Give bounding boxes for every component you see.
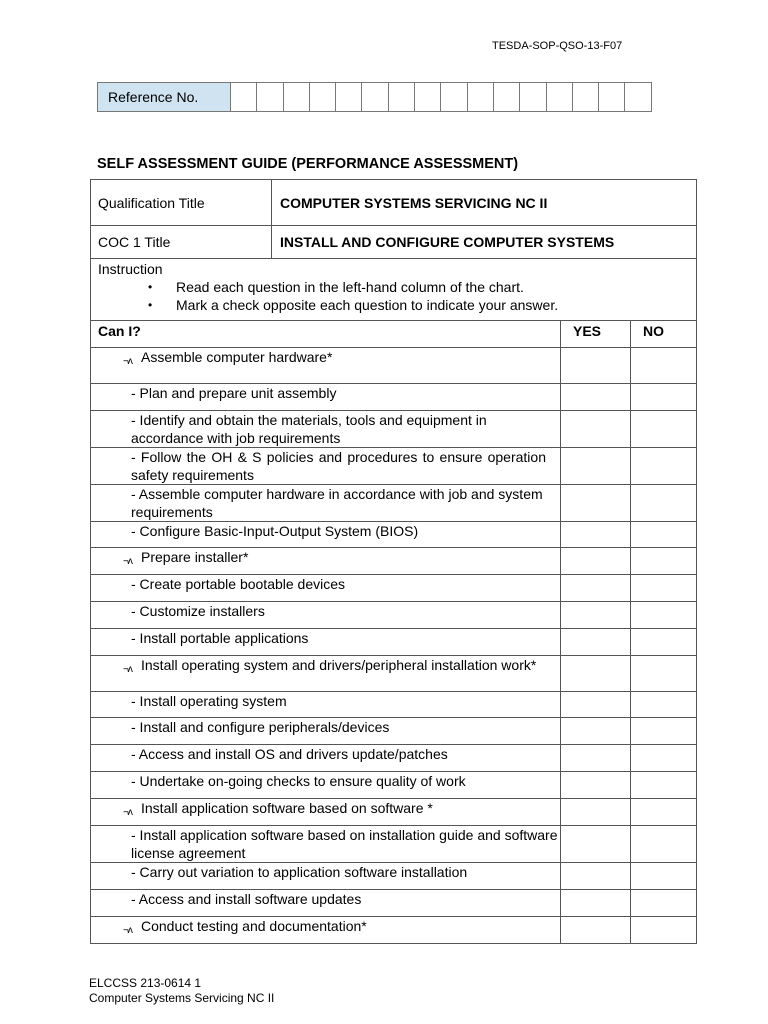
question-text: Prepare installer*	[141, 549, 249, 565]
question-text: - Configure Basic-Input-Output System (BIOS)	[131, 523, 419, 539]
qualification-value: COMPUTER SYSTEMS SERVICING NC II	[272, 180, 697, 226]
question-text: - Install and configure peripherals/devices	[131, 719, 390, 735]
table-row	[91, 745, 697, 772]
reference-number-box[interactable]	[625, 83, 651, 112]
instruction-label: Instruction	[98, 261, 163, 277]
reference-number-box[interactable]	[441, 83, 467, 112]
no-checkbox-cell[interactable]	[631, 745, 697, 772]
table-row	[91, 348, 697, 384]
instruction-list	[98, 278, 696, 314]
table-row	[91, 448, 697, 485]
table-row	[91, 826, 697, 863]
no-checkbox-cell[interactable]	[631, 718, 697, 745]
question-text: - Install application software based on installation guide and software license agreement	[131, 827, 558, 861]
footer-qualification: Computer Systems Servicing NC II	[89, 991, 275, 1005]
reference-number-box[interactable]	[388, 83, 414, 112]
yes-checkbox-cell[interactable]	[561, 890, 631, 917]
coc-label: COC 1 Title	[91, 226, 272, 259]
sub-question	[91, 575, 561, 602]
table-row	[91, 772, 697, 799]
bullet-icon: •	[148, 280, 153, 294]
question-text: Assemble computer hardware*	[141, 349, 333, 365]
page-footer	[89, 976, 274, 1006]
yes-checkbox-cell[interactable]	[561, 522, 631, 548]
table-row	[91, 411, 697, 448]
yes-checkbox-cell[interactable]	[561, 772, 631, 799]
yes-checkbox-cell[interactable]	[561, 656, 631, 692]
competency-question	[91, 656, 561, 692]
no-checkbox-cell[interactable]	[631, 772, 697, 799]
checkmark-symbol-icon: ¬ʌ	[123, 807, 132, 818]
reference-number-box[interactable]	[572, 83, 598, 112]
sub-question	[91, 745, 561, 772]
reference-number-box[interactable]	[283, 83, 309, 112]
no-checkbox-cell[interactable]	[631, 656, 697, 692]
no-column-header: NO	[631, 321, 697, 348]
qualification-label: Qualification Title	[91, 180, 272, 226]
no-checkbox-cell[interactable]	[631, 863, 697, 890]
competency-question	[91, 348, 561, 384]
checkmark-symbol-icon: ¬ʌ	[123, 664, 132, 675]
table-row	[91, 548, 697, 575]
coc-value: INSTALL AND CONFIGURE COMPUTER SYSTEMS	[272, 226, 697, 259]
question-text: - Customize installers	[131, 603, 265, 619]
table-row	[91, 656, 697, 692]
no-checkbox-cell[interactable]	[631, 384, 697, 411]
sub-question	[91, 629, 561, 656]
table-row	[91, 799, 697, 826]
yes-checkbox-cell[interactable]	[561, 575, 631, 602]
checkmark-symbol-icon: ¬ʌ	[123, 556, 132, 567]
instruction-item: • Mark a check opposite each question to indicate your answer.	[148, 297, 559, 313]
bullet-icon: •	[148, 298, 153, 312]
table-row	[91, 629, 697, 656]
reference-number-box[interactable]	[336, 83, 362, 112]
question-text: Conduct testing and documentation*	[141, 918, 367, 934]
reference-number-label: Reference No.	[98, 83, 231, 112]
sub-question	[91, 772, 561, 799]
question-text: - Follow the OH & S policies and procedures to ensure operation safety requirements	[131, 449, 546, 483]
table-row	[91, 485, 697, 522]
table-row	[91, 522, 697, 548]
no-checkbox-cell[interactable]	[631, 799, 697, 826]
table-row	[91, 384, 697, 411]
yes-checkbox-cell[interactable]	[561, 718, 631, 745]
yes-checkbox-cell[interactable]	[561, 745, 631, 772]
yes-checkbox-cell[interactable]	[561, 348, 631, 384]
question-text: - Undertake on-going checks to ensure quality of work	[131, 773, 466, 789]
reference-number-box[interactable]	[546, 83, 572, 112]
yes-checkbox-cell[interactable]	[561, 917, 631, 944]
no-checkbox-cell[interactable]	[631, 485, 697, 522]
yes-checkbox-cell[interactable]	[561, 548, 631, 575]
sub-question	[91, 718, 561, 745]
sub-question	[91, 826, 561, 863]
no-checkbox-cell[interactable]	[631, 602, 697, 629]
yes-checkbox-cell[interactable]	[561, 602, 631, 629]
no-checkbox-cell[interactable]	[631, 348, 697, 384]
footer-code: ELCCSS 213-0614 1	[89, 976, 202, 990]
no-checkbox-cell[interactable]	[631, 548, 697, 575]
question-text: Install application software based on software *	[141, 800, 433, 816]
no-checkbox-cell[interactable]	[631, 890, 697, 917]
no-checkbox-cell[interactable]	[631, 575, 697, 602]
table-row	[91, 917, 697, 944]
reference-number-box[interactable]	[257, 83, 283, 112]
yes-checkbox-cell[interactable]	[561, 799, 631, 826]
question-text: - Access and install OS and drivers update/patches	[131, 746, 448, 762]
competency-question	[91, 799, 561, 826]
sub-question	[91, 448, 561, 485]
reference-number-box[interactable]	[309, 83, 335, 112]
yes-checkbox-cell[interactable]	[561, 863, 631, 890]
yes-checkbox-cell[interactable]	[561, 629, 631, 656]
table-row	[91, 692, 697, 718]
table-row	[91, 602, 697, 629]
no-checkbox-cell[interactable]	[631, 522, 697, 548]
question-text: - Install portable applications	[131, 630, 309, 646]
document-code: TESDA-SOP-QSO-13-F07	[492, 40, 623, 52]
competency-question	[91, 917, 561, 944]
yes-checkbox-cell[interactable]	[561, 384, 631, 411]
no-checkbox-cell[interactable]	[631, 411, 697, 448]
reference-number-box[interactable]	[493, 83, 519, 112]
question-text: - Create portable bootable devices	[131, 576, 346, 592]
reference-number-box[interactable]	[362, 83, 388, 112]
no-checkbox-cell[interactable]	[631, 629, 697, 656]
yes-column-header: YES	[561, 321, 631, 348]
table-row	[91, 890, 697, 917]
sub-question	[91, 411, 561, 448]
sub-question	[91, 522, 561, 548]
question-text: - Carry out variation to application software installation	[131, 864, 468, 880]
question-text: Install operating system and drivers/peripheral installation work*	[141, 657, 537, 673]
yes-checkbox-cell[interactable]	[561, 411, 631, 448]
yes-checkbox-cell[interactable]	[561, 448, 631, 485]
checkmark-symbol-icon: ¬ʌ	[123, 925, 132, 936]
table-row	[91, 863, 697, 890]
assessment-table	[90, 179, 697, 944]
competency-question	[91, 548, 561, 575]
sub-question	[91, 692, 561, 718]
question-text: - Access and install software updates	[131, 891, 362, 907]
page-title: SELF ASSESSMENT GUIDE (PERFORMANCE ASSESSMENT)	[97, 156, 519, 172]
reference-number-box[interactable]	[599, 83, 625, 112]
reference-number-box[interactable]	[415, 83, 441, 112]
question-text: - Install operating system	[131, 693, 287, 709]
instruction-cell	[91, 259, 697, 321]
reference-number-box[interactable]	[520, 83, 546, 112]
question-text: - Assemble computer hardware in accordance with job and system requirements	[131, 486, 543, 520]
reference-number-table	[97, 82, 652, 112]
sub-question	[91, 863, 561, 890]
no-checkbox-cell[interactable]	[631, 692, 697, 718]
yes-checkbox-cell[interactable]	[561, 692, 631, 718]
reference-number-box[interactable]	[467, 83, 493, 112]
no-checkbox-cell[interactable]	[631, 826, 697, 863]
sub-question	[91, 890, 561, 917]
question-column-header: Can I?	[91, 321, 561, 348]
instruction-item: • Read each question in the left-hand column of the chart.	[148, 279, 524, 295]
sub-question	[91, 602, 561, 629]
sub-question	[91, 384, 561, 411]
yes-checkbox-cell[interactable]	[561, 826, 631, 863]
table-row	[91, 575, 697, 602]
question-text: - Plan and prepare unit assembly	[131, 385, 337, 401]
reference-number-box[interactable]	[231, 83, 257, 112]
checkmark-symbol-icon: ¬ʌ	[123, 356, 132, 367]
sub-question	[91, 485, 561, 522]
no-checkbox-cell[interactable]	[631, 917, 697, 944]
table-row	[91, 718, 697, 745]
no-checkbox-cell[interactable]	[631, 448, 697, 485]
question-text: - Identify and obtain the materials, tools and equipment in accordance with job requirements	[131, 412, 487, 446]
yes-checkbox-cell[interactable]	[561, 485, 631, 522]
